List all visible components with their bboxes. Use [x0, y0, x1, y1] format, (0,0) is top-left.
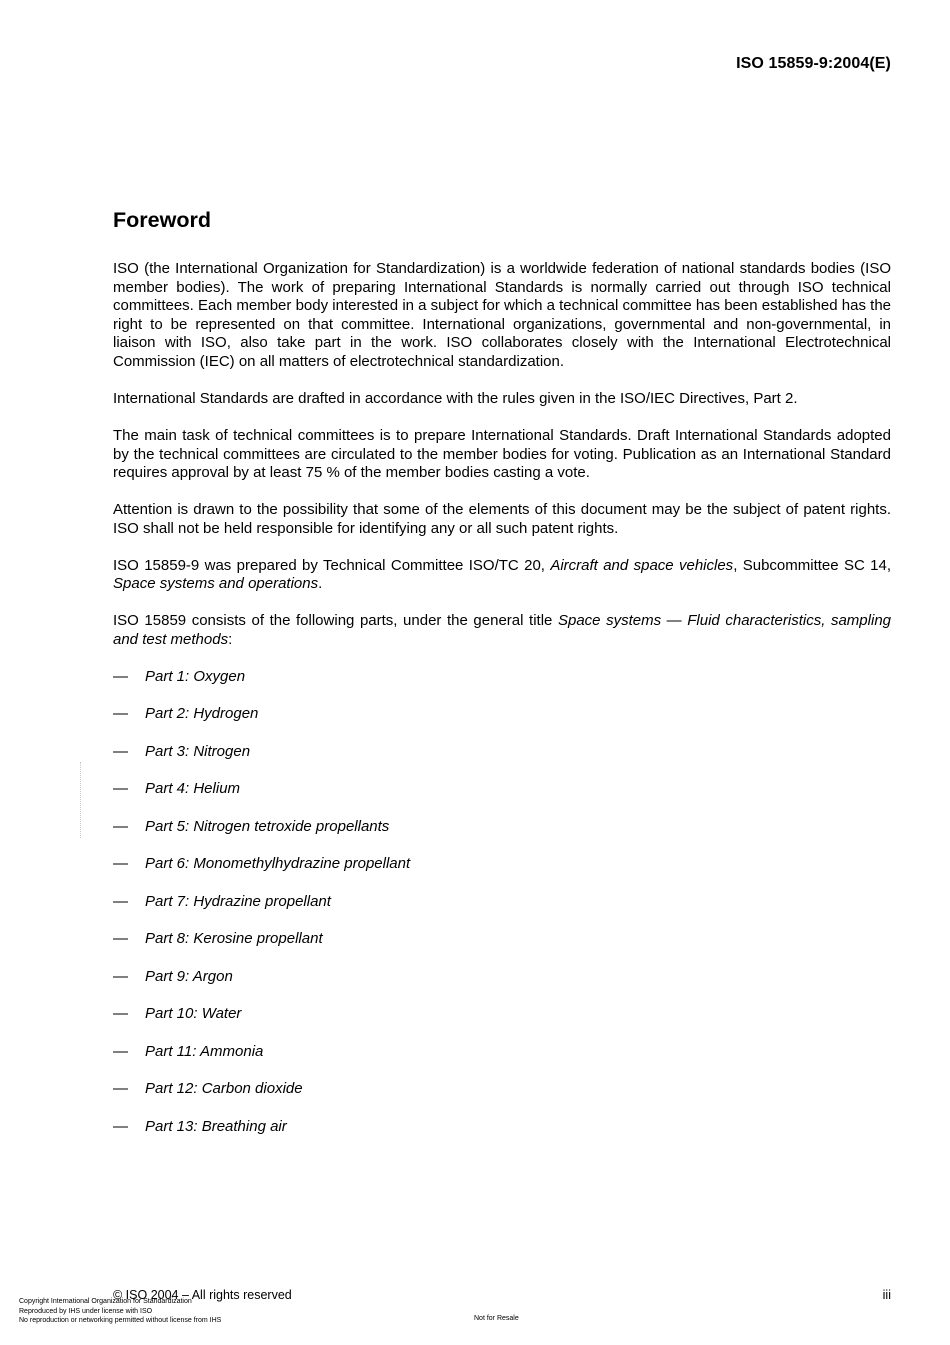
parts-list [113, 668, 891, 1156]
list-dash: — [113, 967, 128, 985]
period: . [318, 575, 323, 593]
list-item [113, 780, 891, 818]
list-item [113, 1005, 891, 1043]
list-dash: — [113, 1080, 128, 1098]
general-title: Space systems — Fluid characteristics, sampling and test methods [113, 612, 891, 648]
part-label: Part 5: Nitrogen tetroxide propellants [145, 817, 390, 835]
part-label: Part 10: Water [145, 1005, 242, 1023]
paragraph-patent: Attention is drawn to the possibility that some of the elements of this document may be the subject of patent rights. ISO shall not be held responsible for identifying any or all such patent rights. [113, 501, 891, 537]
list-dash: — [113, 667, 128, 685]
paragraph-parts-intro [113, 612, 891, 649]
list-item [113, 1080, 891, 1118]
list-dash: — [113, 780, 128, 798]
subcommittee-text: , Subcommittee SC 14, [733, 556, 892, 574]
prepared-by-text: ISO 15859-9 was prepared by Technical Committee ISO/TC 20, [113, 556, 551, 574]
committee-title: Aircraft and space vehicles [550, 556, 734, 574]
part-label: Part 7: Hydrazine propellant [145, 892, 331, 910]
list-dash: — [113, 742, 128, 760]
list-item [113, 930, 891, 968]
colon: : [228, 630, 233, 648]
license-line: No reproduction or networking permitted without license from IHS [19, 1317, 222, 1324]
license-notice [19, 1297, 221, 1326]
list-dash: — [113, 1005, 128, 1023]
footer-copyright: © ISO 2004 – All rights reserved [113, 1288, 292, 1302]
list-item [113, 855, 891, 893]
part-label: Part 11: Ammonia [145, 1042, 264, 1060]
paragraph-directives: International Standards are drafted in accordance with the rules given in the ISO/IEC Directives, Part 2. [113, 389, 798, 407]
list-dash: — [113, 1042, 128, 1060]
list-item [113, 968, 891, 1006]
license-line: Reproduced by IHS under license with ISO [19, 1307, 153, 1315]
list-item [113, 818, 891, 856]
list-item [113, 893, 891, 931]
document-code: ISO 15859-9:2004(E) [736, 55, 891, 72]
part-label: Part 6: Monomethylhydrazine propellant [145, 855, 411, 873]
list-item [113, 668, 891, 706]
list-dash: — [113, 817, 128, 835]
list-dash: — [113, 892, 128, 910]
part-label: Part 13: Breathing air [145, 1117, 287, 1135]
parts-intro-text: ISO 15859 consists of the following parts, under the general title [113, 612, 558, 630]
part-label: Part 9: Argon [145, 967, 233, 985]
list-item [113, 705, 891, 743]
part-label: Part 1: Oxygen [145, 667, 246, 685]
list-dash: — [113, 705, 128, 723]
foreword-body [113, 260, 891, 1155]
part-label: Part 12: Carbon dioxide [145, 1080, 303, 1098]
list-item [113, 743, 891, 781]
page-number: iii [882, 1288, 891, 1302]
part-label: Part 2: Hydrogen [145, 705, 259, 723]
subcommittee-title: Space systems and operations [113, 575, 319, 593]
margin-mark [80, 762, 82, 838]
part-label: Part 8: Kerosine propellant [145, 930, 323, 948]
paragraph-main-task: The main task of technical committees is to prepare International Standards. Draft International Standards adopted by the technical committees are circulated to the member bodies for voting. Publication as an International Standard requires approval by at least 75 % of the member bodies casting a vote. [113, 426, 891, 482]
paragraph-iso-intro: ISO (the International Organization for Standardization) is a worldwide federation of national standards bodies (ISO member bodies). The work of preparing International Standards is normally carried out through ISO technical committees. Each member body interested in a subject for which a technical committee has been established has the right to be represented on that committee. International organizations, governmental and non-governmental, in liaison with ISO, also take part in the work. ISO collaborates closely with the International Electrotechnical Commission (IEC) on all matters of electrotechnical standardization. [113, 260, 891, 370]
list-dash: — [113, 1117, 128, 1135]
list-item [113, 1043, 891, 1081]
not-for-resale: Not for Resale [474, 1315, 519, 1322]
list-dash: — [113, 930, 128, 948]
list-item [113, 1118, 891, 1156]
paragraph-prepared-by [113, 557, 891, 594]
page-title: Foreword [113, 208, 211, 232]
part-label: Part 3: Nitrogen [145, 742, 251, 760]
list-dash: — [113, 855, 128, 873]
part-label: Part 4: Helium [145, 780, 241, 798]
license-line: Copyright International Organization for Standardization [19, 1298, 192, 1305]
